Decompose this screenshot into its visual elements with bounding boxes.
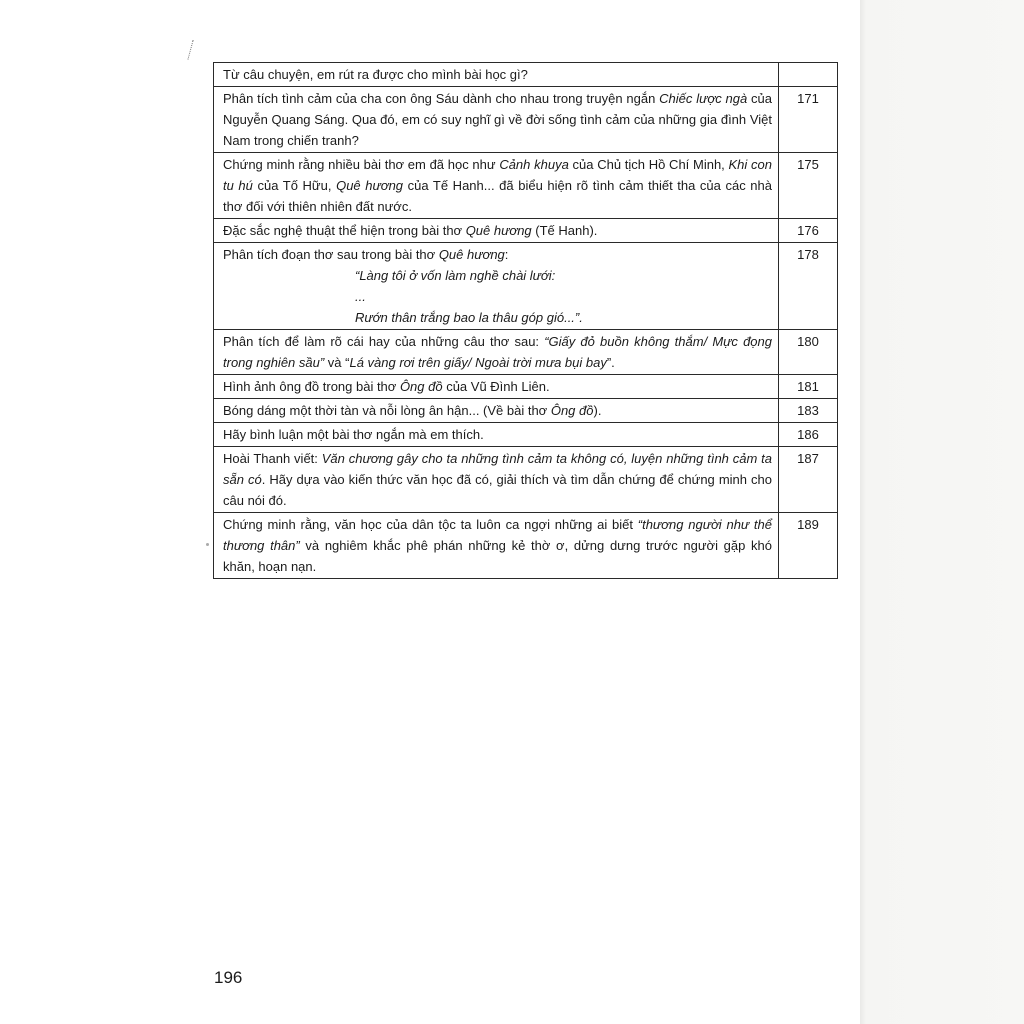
toc-page-number: 171	[779, 87, 838, 153]
italic-title-text: Ông đồ	[550, 403, 594, 418]
entry-text: và “	[324, 355, 350, 370]
entry-text: và nghiêm khắc phê phán những kẻ thờ ơ, dửng dưng trước người gặp khó khăn, hoạn nạn.	[223, 538, 772, 574]
entry-text: của Vũ Đình Liên.	[442, 379, 550, 394]
italic-title-text: “Giấy đỏ buồn không thắm/ Mực đọng trong nghiên sầu”	[223, 334, 772, 370]
page-number: 196	[214, 968, 243, 987]
entry-text: Hình ảnh ông đồ trong bài thơ	[223, 379, 400, 394]
entry-text: Hãy bình luận một bài thơ ngắn mà em thích.	[223, 427, 484, 442]
entry-text: . Hãy dựa vào kiến thức văn học đã có, giải thích và tìm dẫn chứng để chứng minh cho câu nói đó.	[223, 472, 772, 508]
toc-page-number: 186	[779, 423, 838, 447]
table-row	[214, 330, 838, 375]
table-row	[214, 63, 838, 87]
entry-text: của Nguyễn Quang Sáng. Qua đó, em có suy nghĩ gì về đời sống tình cảm của những gia đình Việt Nam trong chiến tranh?	[223, 91, 773, 148]
table-row	[214, 513, 838, 579]
toc-entry-text	[214, 153, 779, 219]
italic-title-text: Ông đồ	[399, 379, 443, 394]
poem-line: “Làng tôi ở vốn làm nghề chài lưới:	[355, 268, 556, 283]
toc-entry-text	[214, 243, 779, 330]
toc-page-number: 187	[779, 447, 838, 513]
table-row	[214, 153, 838, 219]
entry-text: Chứng minh rằng nhiều bài thơ em đã học như	[223, 157, 500, 172]
entry-text: của Tế Hanh... đã biểu hiện rõ tình cảm thiết tha của các nhà thơ đối với thiên nhiên đất nước.	[223, 178, 772, 214]
toc-entry-text	[214, 219, 779, 243]
toc-entry-text	[214, 447, 779, 513]
toc-entry-text	[214, 63, 779, 87]
pen-mark	[187, 40, 194, 60]
table-row	[214, 447, 838, 513]
poem-line: ...	[355, 289, 366, 304]
toc-page-number: 175	[779, 153, 838, 219]
italic-title-text: Quê hương	[438, 247, 505, 262]
toc-entry-text	[214, 399, 779, 423]
ink-speck	[206, 543, 209, 546]
table-row	[214, 219, 838, 243]
poem-line: Rướn thân trắng bao la thâu góp gió...”.	[355, 310, 583, 325]
entry-text: :	[504, 247, 509, 262]
toc-page-number: 181	[779, 375, 838, 399]
toc-page-number	[779, 63, 838, 87]
table-row	[214, 399, 838, 423]
toc-page-number: 178	[779, 243, 838, 330]
table-row	[214, 423, 838, 447]
italic-title-text: Lá vàng rơi trên giấy/ Ngoài trời mưa bụi bay	[349, 355, 607, 370]
table-row	[214, 375, 838, 399]
entry-text: Hoài Thanh viết:	[223, 451, 322, 466]
italic-title-text: Quê hương	[465, 223, 532, 238]
entry-text: Phân tích đoạn thơ sau trong bài thơ	[223, 247, 439, 262]
toc-entry-text	[214, 87, 779, 153]
italic-title-text: Khi con tu hú	[223, 157, 772, 193]
toc-page-number: 176	[779, 219, 838, 243]
toc-entry-text	[214, 513, 779, 579]
toc-page-number: 183	[779, 399, 838, 423]
italic-title-text: “thương người như thể thương thân”	[223, 517, 772, 553]
entry-text: ).	[593, 403, 602, 418]
entry-text: của Tố Hữu,	[252, 178, 337, 193]
entry-text: Đặc sắc nghệ thuật thể hiện trong bài thơ	[223, 223, 466, 238]
entry-text: Phân tích để làm rõ cái hay của những câu thơ sau:	[223, 334, 545, 349]
toc-body	[214, 63, 838, 579]
toc-page-number: 180	[779, 330, 838, 375]
table-of-contents	[213, 62, 838, 579]
page-edge-shadow	[860, 0, 1024, 1024]
entry-text: Từ câu chuyện, em rút ra được cho mình bài học gì?	[223, 67, 528, 82]
entry-text: của Chủ tịch Hồ Chí Minh,	[568, 157, 729, 172]
entry-text: Phân tích tình cảm của cha con ông Sáu dành cho nhau trong truyện ngắn	[223, 91, 660, 106]
italic-title-text: Văn chương gây cho ta những tình cảm ta không có, luyện những tình cảm ta sẵn có	[223, 451, 773, 487]
toc-entry-text	[214, 423, 779, 447]
entry-text: ”.	[606, 355, 615, 370]
entry-text: Chứng minh rằng, văn học của dân tộc ta luôn ca ngợi những ai biết	[223, 517, 638, 532]
entry-text: Bóng dáng một thời tàn và nỗi lòng ân hận... (Về bài thơ	[223, 403, 551, 418]
toc-entry-text	[214, 330, 779, 375]
italic-title-text: Cảnh khuya	[499, 157, 569, 172]
italic-title-text: Quê hương	[336, 178, 404, 193]
table-row	[214, 87, 838, 153]
toc-page-number: 189	[779, 513, 838, 579]
table-row	[214, 243, 838, 330]
toc-entry-text	[214, 375, 779, 399]
italic-title-text: Chiếc lược ngà	[659, 91, 748, 106]
entry-text: (Tế Hanh).	[531, 223, 598, 238]
